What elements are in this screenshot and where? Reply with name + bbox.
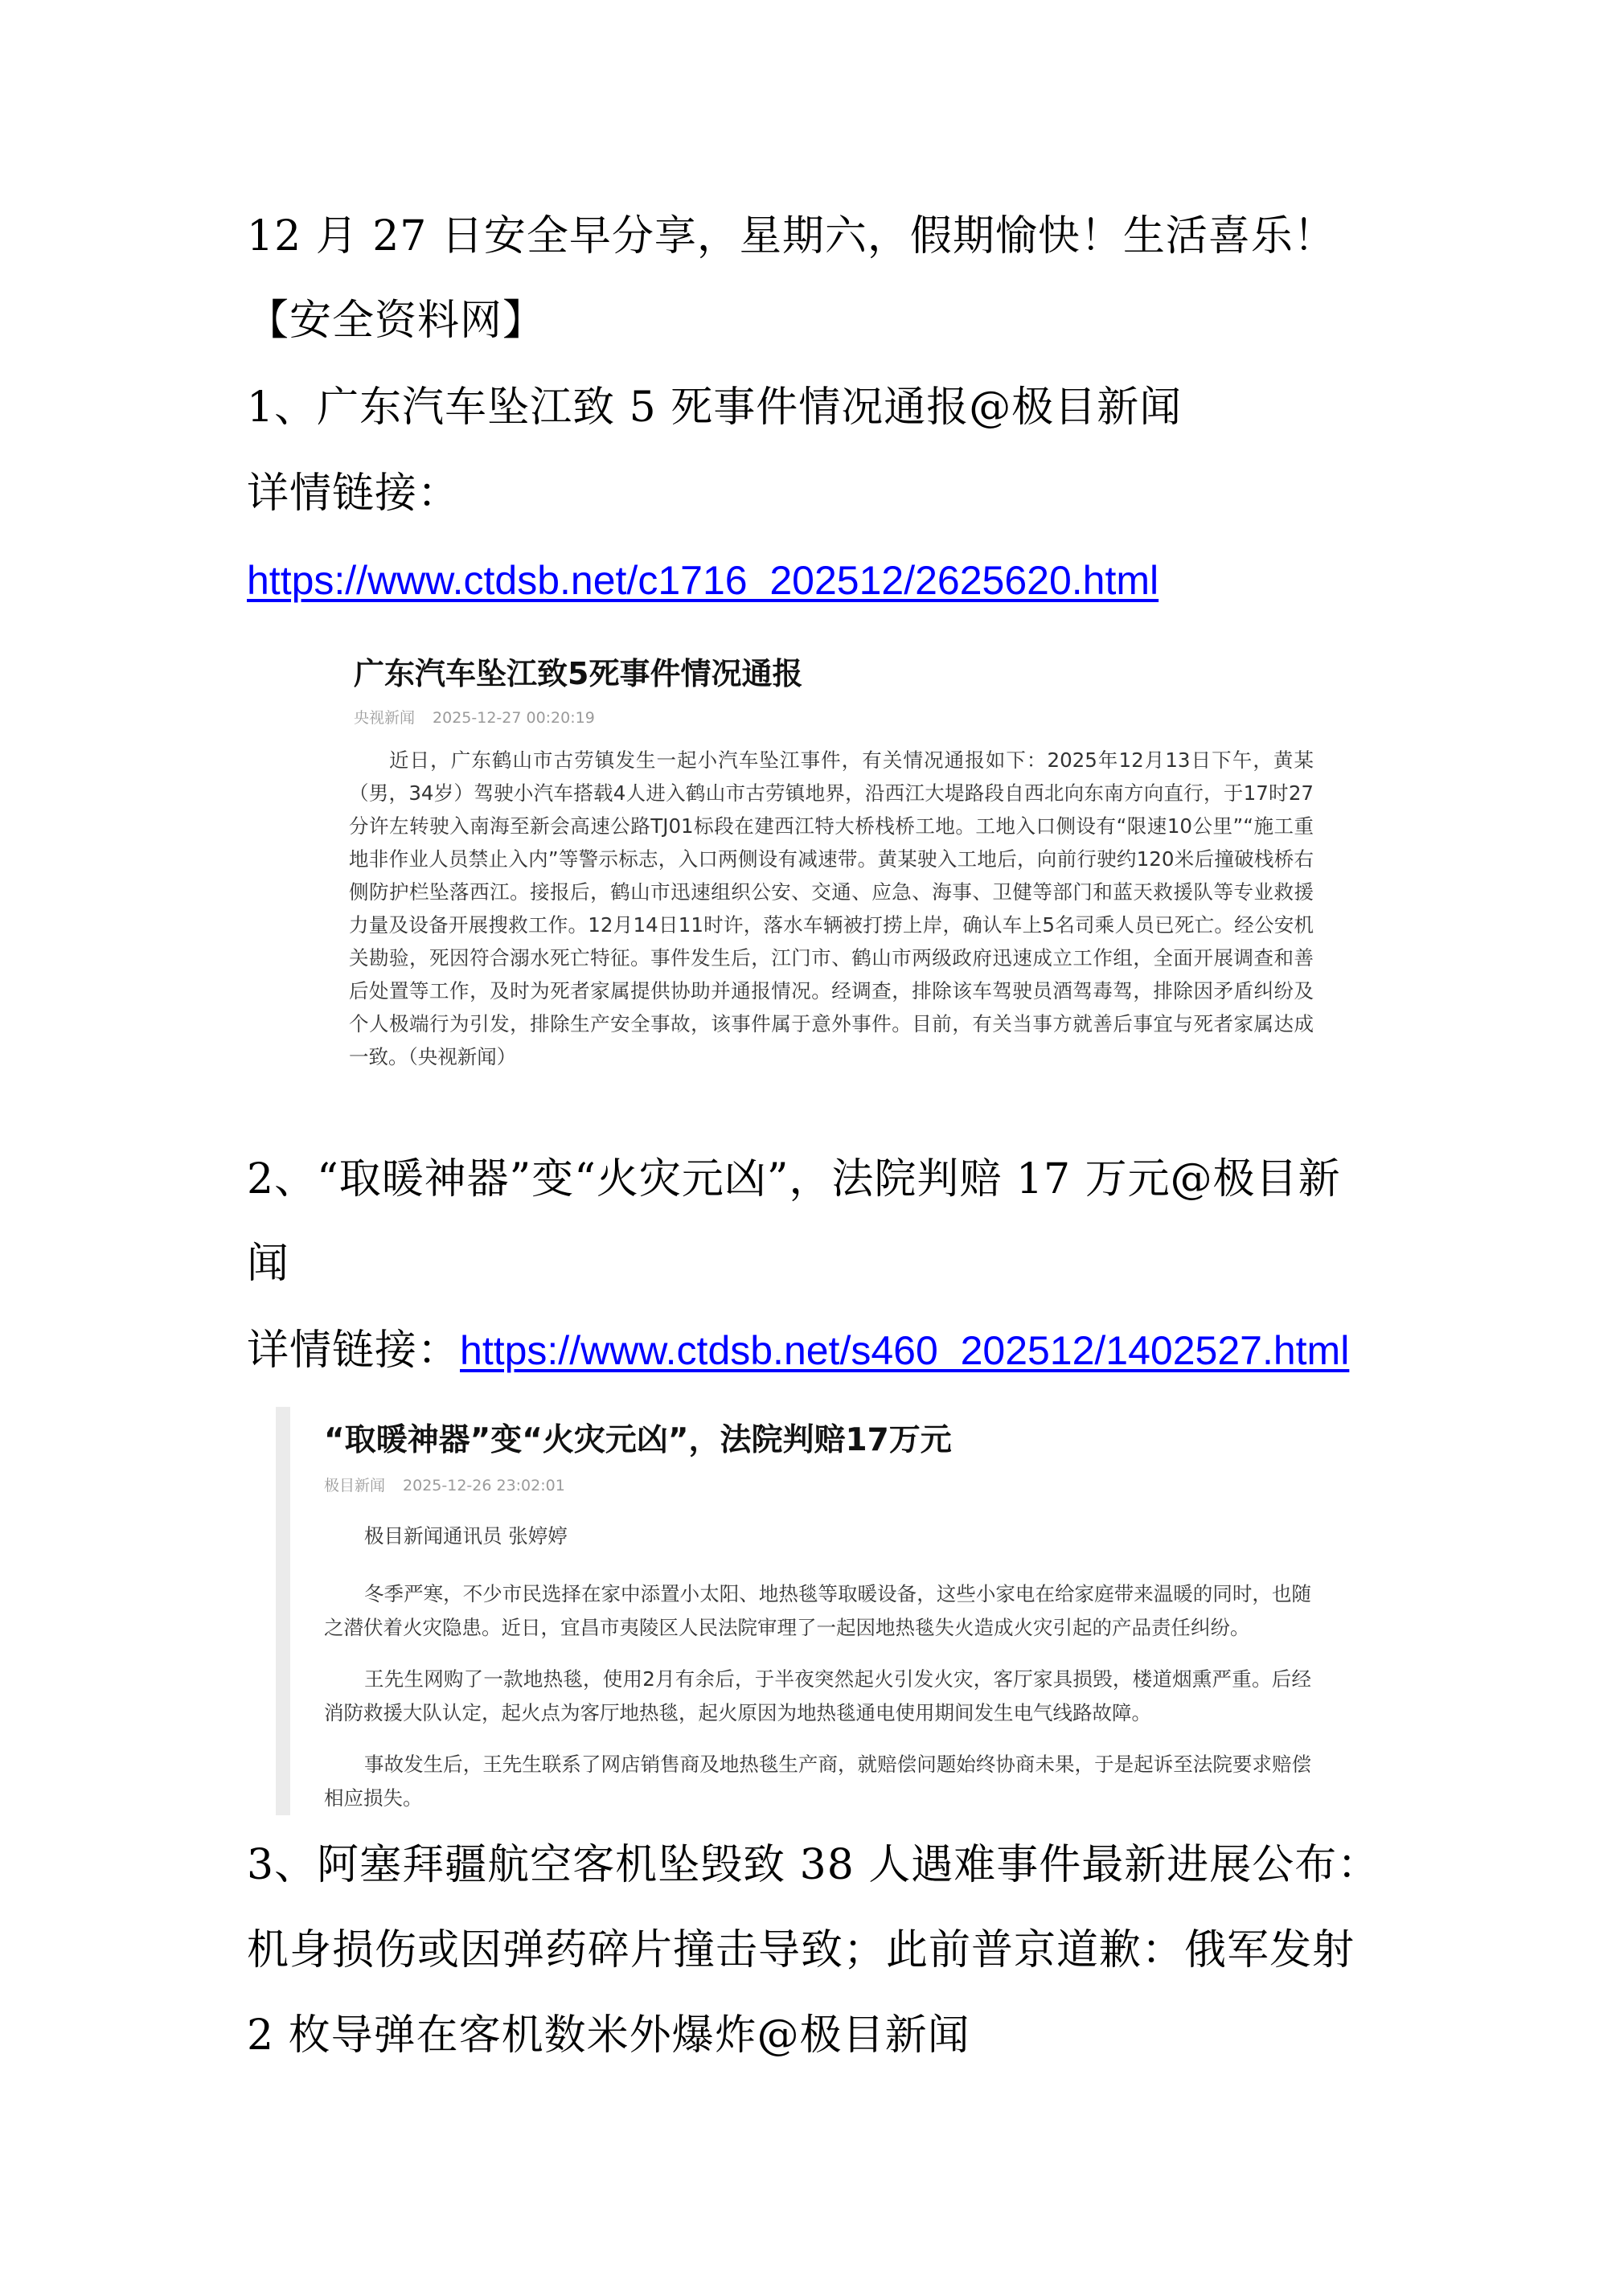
quote-bar [276, 1407, 290, 1815]
article-2-body [324, 1519, 1311, 1833]
item-1-detail-label: 详情链接： [247, 469, 461, 518]
item-1-url-link[interactable]: https://www.ctdsb.net/c1716_202512/2625620.html [247, 558, 1159, 603]
item-2-heading-line-1: 2、“取暖神器”变“火灾元凶”，法院判赔 17 万元@极目新 [247, 1155, 1341, 1203]
article-2-paragraph-3: 事故发生后，王先生联系了网店销售商及地热毯生产商，就赔偿问题始终协商未果，于是起诉至法院要求赔偿相应损失。 [324, 1753, 1311, 1810]
article-2-paragraph-2: 王先生网购了一款地热毯，使用2月有余后，于半夜突然起火引发火灾，客厅家具损毁，楼道烟熏严重。后经消防救援大队认定，起火点为客厅地热毯，起火原因为地热毯通电使用期间发生电气线路故障。 [324, 1667, 1311, 1724]
greeting-line: 12 月 27 日安全早分享，星期六，假期愉快！生活喜乐！ [247, 212, 1336, 260]
article-1-title: 广东汽车坠江致5死事件情况通报 [354, 656, 803, 691]
article-2-datetime: 2025-12-26 23:02:01 [403, 1477, 565, 1494]
article-2-paragraph-1: 冬季严寒，不少市民选择在家中添置小太阳、地热毯等取暖设备，这些小家电在给家庭带来温暖的同时，也随之潜伏着火灾隐患。近日，宜昌市夷陵区人民法院审理了一起因地热毯失火造成火灾引起的产品责任纠纷。 [324, 1582, 1311, 1639]
article-1-source: 央视新闻 [354, 709, 416, 727]
item-2-link-line [247, 1325, 1388, 1376]
item-2-url-link[interactable]: https://www.ctdsb.net/s460_202512/1402527.html [460, 1328, 1350, 1373]
item-2-detail-label: 详情链接： [247, 1326, 461, 1375]
item-2-heading-line-2: 闻 [247, 1240, 290, 1288]
item-3-heading-line-2: 机身损伤或因弹药碎片撞击导致；此前普京道歉：俄军发射 [247, 1926, 1355, 1974]
item-3-heading-line-1: 3、阿塞拜疆航空客机坠毁致 38 人遇难事件最新进展公布： [247, 1841, 1380, 1889]
source-tag: 【安全资料网】 [247, 297, 546, 345]
article-1-body [349, 744, 1314, 1073]
article-2-title: “取暖神器”变“火灾元凶”，法院判赔17万元 [324, 1422, 952, 1458]
article-2-source: 极目新闻 [324, 1477, 386, 1494]
item-1-article-screenshot [338, 631, 1327, 1068]
article-1-meta [354, 706, 595, 728]
item-3-heading-line-3: 2 枚导弹在客机数米外爆炸@极目新闻 [247, 2011, 970, 2060]
item-1-heading: 1、广东汽车坠江致 5 死事件情况通报@极目新闻 [247, 383, 1183, 432]
item-1-link-line [247, 555, 1388, 606]
article-1-paragraph: 近日，广东鹤山市古劳镇发生一起小汽车坠江事件，有关情况通报如下：2025年12月13日下午，黄某（男，34岁）驾驶小汽车搭载4人进入鹤山市古劳镇地界，沿西江大堤路段自西北向东南方向直行，于17时27分许左转驶入南海至新会高速公路TJ01标段在建西江特大桥栈桥工地。工地入口侧设有“限速10公里”“施工重地非作业人员禁止入内”等警示标志，入口两侧设有减速带。黄某驶入工地后，向前行驶约120米后撞破栈桥右侧防护栏坠落西江。接报后，鹤山市迅速组织公安、交通、应急、海事、卫健等部门和蓝天救援队等专业救援力量及设备开展搜救工作。12月14日11时许，落水车辆被打捞上岸，确认车上5名司乘人员已死亡。经公安机关勘验，死因符合溺水死亡特征。事件发生后，江门市、鹤山市两级政府迅速成立工作组，全面开展调查和善后处置等工作，及时为死者家属提供协助并通报情况。经调查，排除该车驾驶员酒驾毒驾，排除因矛盾纠纷及个人极端行为引发，排除生产安全事故，该事件属于意外事件。目前，有关当事方就善后事宜与死者家属达成一致。（央视新闻） [349, 748, 1314, 1068]
article-2-meta [324, 1474, 565, 1495]
article-1-datetime: 2025-12-27 00:20:19 [433, 709, 595, 727]
item-2-article-screenshot [276, 1399, 1331, 1817]
article-2-byline: 极目新闻通讯员 张婷婷 [364, 1524, 568, 1548]
